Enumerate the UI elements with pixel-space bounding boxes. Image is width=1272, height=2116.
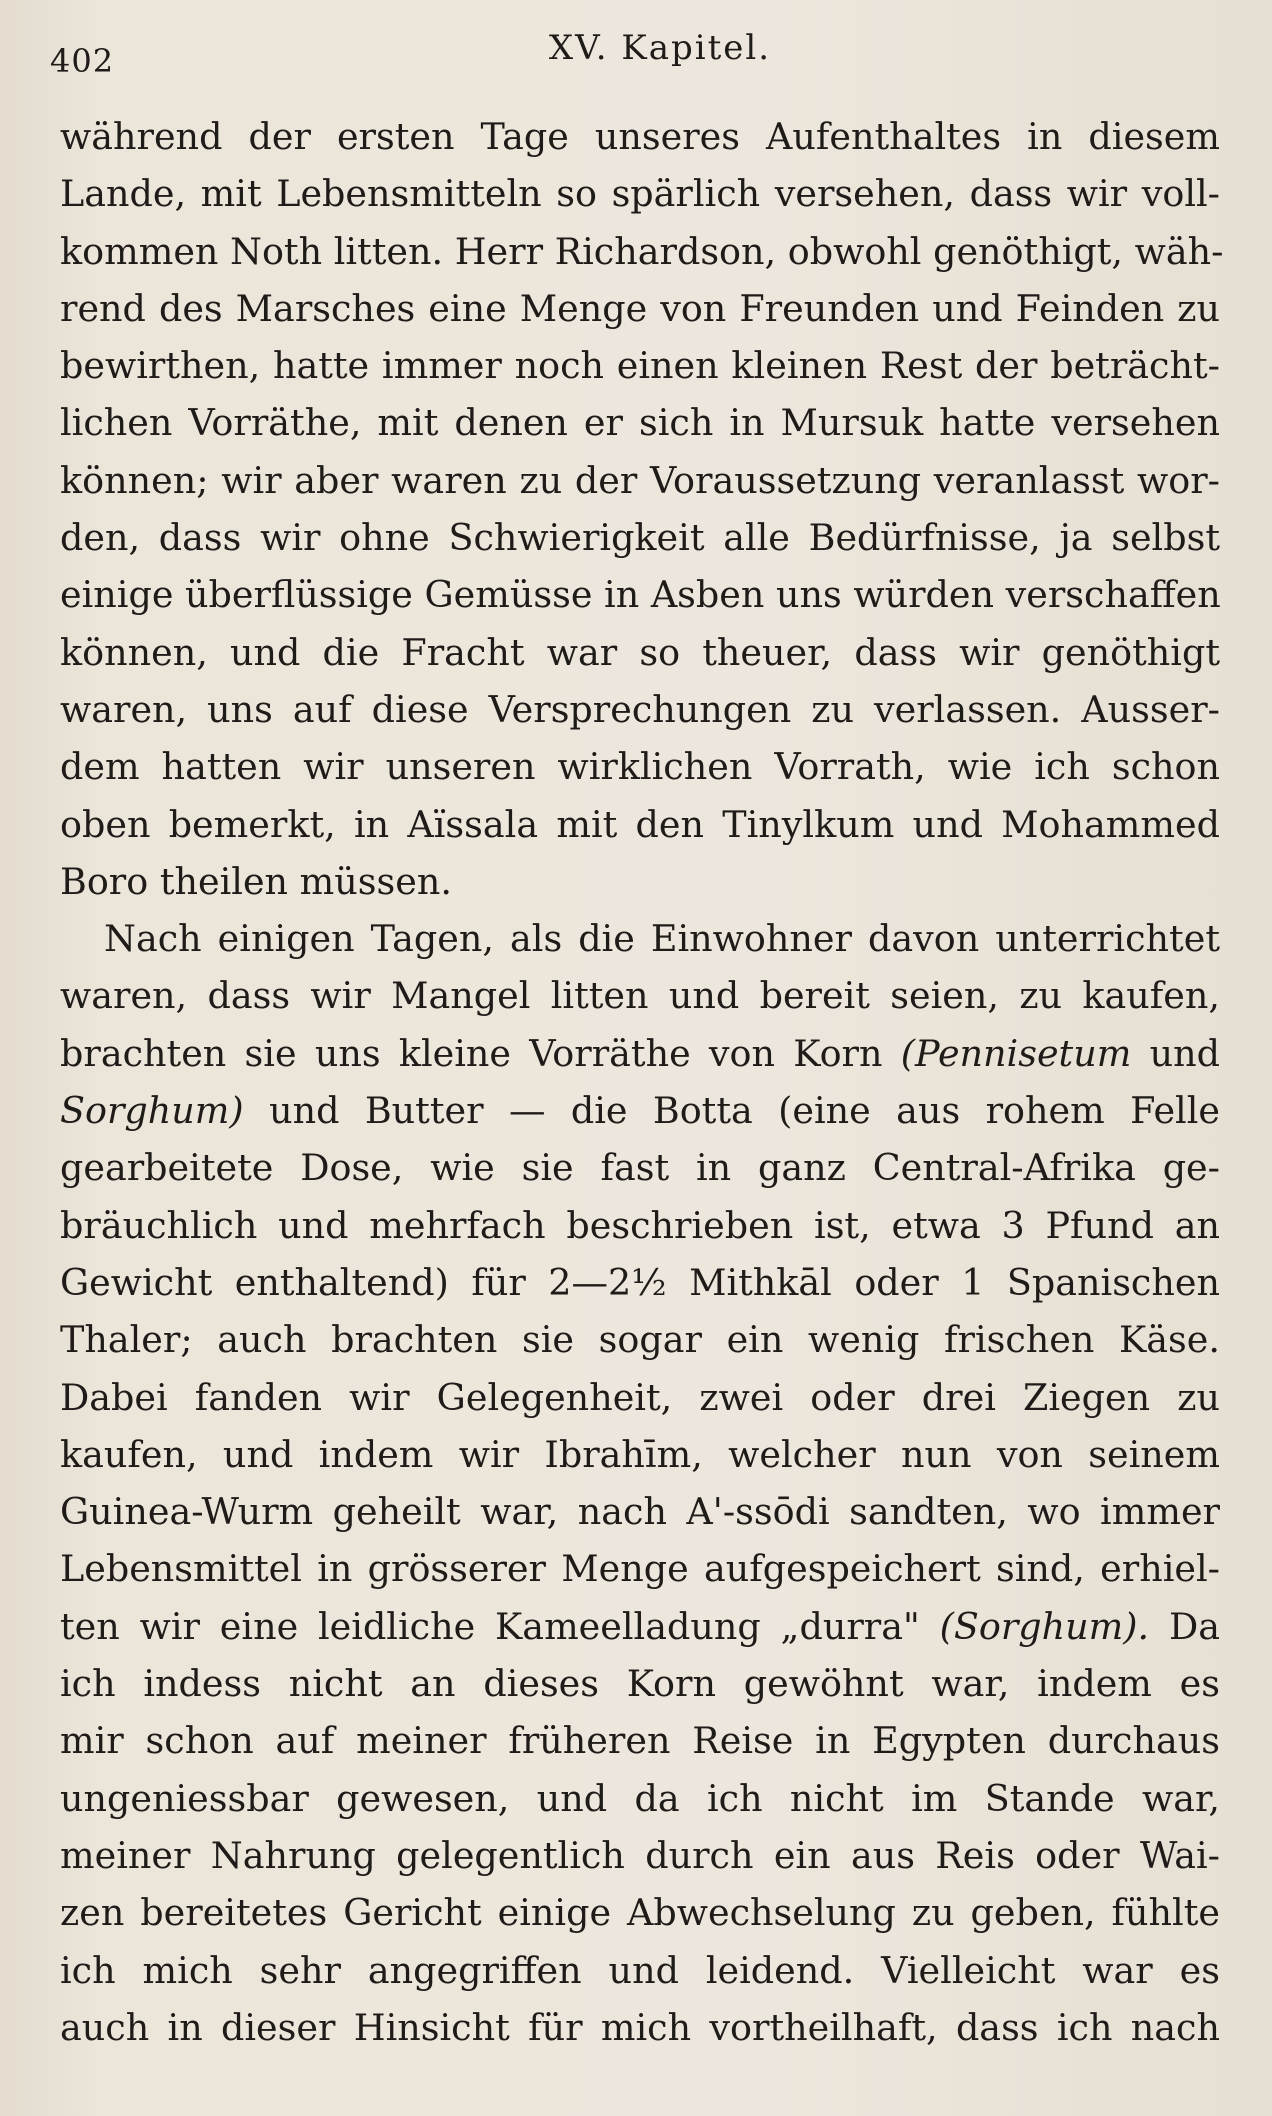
text-segment: Da <box>1149 1604 1220 1648</box>
text-line: ich indess nicht an dieses Korn gewöhnt war, indem es <box>60 1662 1220 1706</box>
text-line: Thaler; auch brachten sie sogar ein wenig frischen Käse. <box>60 1318 1220 1362</box>
text-line: gearbeitete Dose, wie sie fast in ganz Central-Afrika ge- <box>60 1146 1220 1190</box>
body-text <box>60 108 1224 2056</box>
text-line <box>60 1598 1220 1655</box>
text-line: rend des Marsches eine Menge von Freunden und Feinden zu <box>60 286 1220 330</box>
text-line <box>60 1025 1220 1082</box>
page-header <box>50 20 1230 80</box>
text-segment: und <box>1131 1031 1220 1075</box>
text-line: Lande, mit Lebensmitteln so spärlich versehen, dass wir voll- <box>60 172 1220 216</box>
text-line: dem hatten wir unseren wirklichen Vorrath, wie ich schon <box>60 745 1220 789</box>
text-line: oben bemerkt, in Aïssala mit den Tinylkum und Mohammed <box>60 802 1220 846</box>
text-line: lichen Vorräthe, mit denen er sich in Mursuk hatte versehen <box>60 401 1220 445</box>
running-title: XV. Kapitel. <box>548 28 772 68</box>
paragraph-end-line: Boro theilen müssen. <box>60 859 452 903</box>
text-line: meiner Nahrung gelegentlich durch ein aus Reis oder Wai- <box>60 1833 1220 1877</box>
text-line: kaufen, und indem wir Ibrahīm, welcher nun von seinem <box>60 1432 1220 1476</box>
text-line: während der ersten Tage unseres Aufenthaltes in diesem <box>60 115 1220 158</box>
paragraph-start-line: Nach einigen Tagen, als die Einwohner davon unterrichtet <box>104 917 1220 961</box>
text-line: zen bereitetes Gericht einige Abwechselung zu geben, fühlte <box>60 1891 1220 1935</box>
text-line: ungeniessbar gewesen, und da ich nicht im Stande war, <box>60 1776 1220 1820</box>
text-line: einige überflüssige Gemüsse in Asben uns würden verschaffen <box>60 573 1221 617</box>
page-number: 402 <box>50 42 115 80</box>
text-segment: ten wir eine leidliche Kameelladung „durra" <box>60 1604 940 1648</box>
text-line: den, dass wir ohne Schwierigkeit alle Bedürfnisse, ja selbst <box>60 516 1220 560</box>
text-line <box>60 1082 1220 1139</box>
italic-term: (Sorghum). <box>939 1604 1150 1648</box>
text-segment: und Butter — die Botta (eine aus rohem Felle <box>243 1089 1220 1133</box>
text-line: bewirthen, hatte immer noch einen kleinen Rest der beträcht- <box>60 344 1220 388</box>
text-segment: brachten sie uns kleine Vorräthe von Korn <box>60 1031 901 1075</box>
text-line: können, und die Fracht war so theuer, dass wir genöthigt <box>60 630 1220 674</box>
text-line: ich mich sehr angegriffen und leidend. Vielleicht war es <box>60 1948 1220 1992</box>
text-line: Gewicht enthaltend) für 2—2½ Mithkāl oder 1 Spanischen <box>60 1260 1220 1304</box>
text-line: bräuchlich und mehrfach beschrieben ist, etwa 3 Pfund an <box>60 1203 1220 1247</box>
text-line: Lebensmittel in grösserer Menge aufgespeichert sind, erhiel- <box>60 1547 1220 1591</box>
text-line: mir schon auf meiner früheren Reise in Egypten durchaus <box>60 1719 1220 1763</box>
text-line: auch in dieser Hinsicht für mich vortheilhaft, dass ich nach <box>60 2005 1220 2049</box>
italic-term: Sorghum) <box>60 1089 244 1133</box>
text-line: kommen Noth litten. Herr Richardson, obwohl genöthigt, wäh- <box>60 229 1224 273</box>
text-line: waren, uns auf diese Versprechungen zu verlassen. Ausser- <box>60 687 1220 731</box>
text-line: waren, dass wir Mangel litten und bereit seien, zu kaufen, <box>60 974 1220 1018</box>
text-line: Dabei fanden wir Gelegenheit, zwei oder drei Ziegen zu <box>60 1375 1220 1419</box>
text-line: Guinea-Wurm geheilt war, nach A'-ssōdi sandten, wo immer <box>60 1490 1220 1534</box>
text-line: können; wir aber waren zu der Voraussetzung veranlasst wor- <box>60 458 1220 502</box>
italic-term: (Pennisetum <box>900 1031 1132 1075</box>
